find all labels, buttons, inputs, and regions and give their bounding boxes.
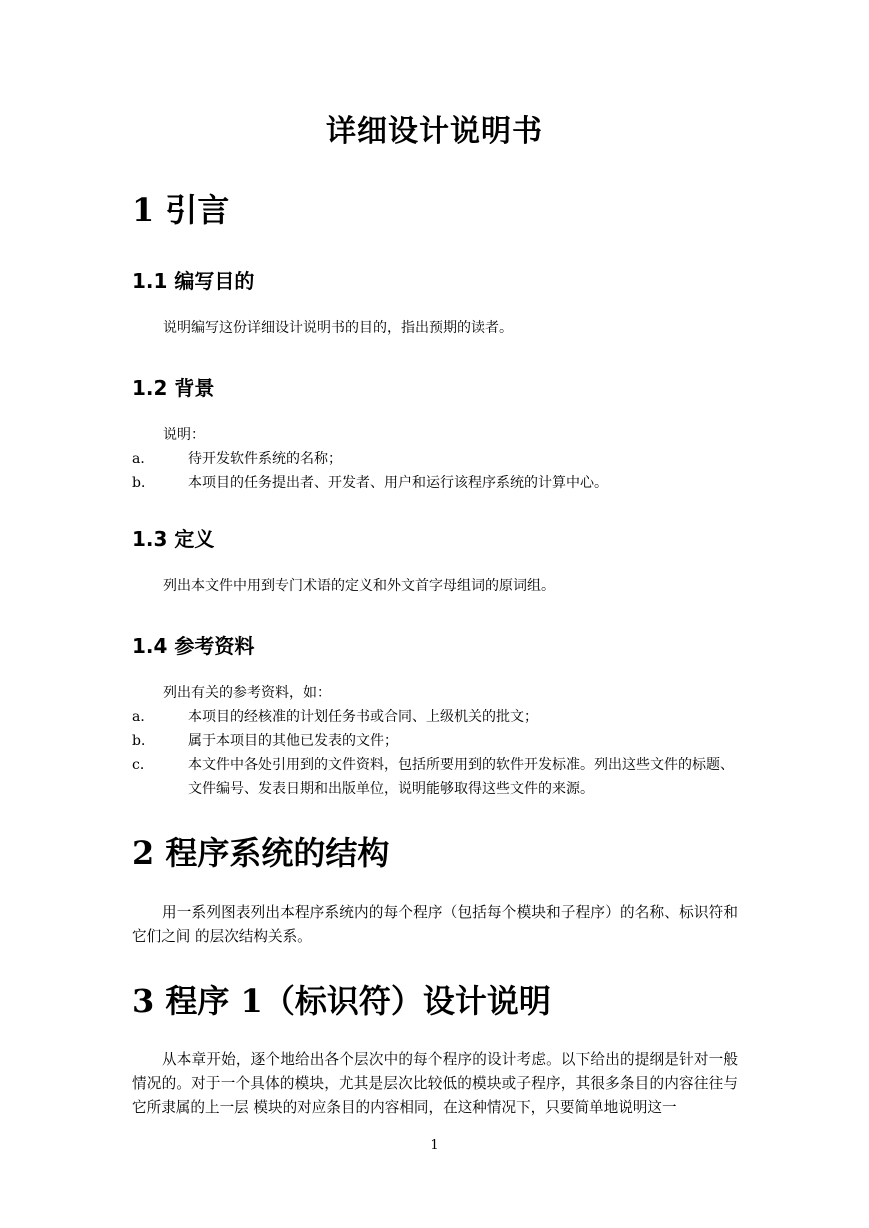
page-number: 1 [430,1138,439,1153]
list-item [132,705,738,729]
list-item [132,447,738,471]
section-1-2-heading: 1.2 背景 [132,376,215,400]
list-text: 本文件中各处引用到的文件资料，包括所要用到的软件开发标准。列出这些文件的标题、文件编号、发表日期和出版单位，说明能够取得这些文件的来源。 [188,757,734,797]
section-3-text: 从本章开始，逐个地给出各个层次中的每个程序的设计考虑。以下给出的提纲是针对一般情况的。对于一个具体的模块，尤其是层次比较低的模块或子程序，其很多条目的内容往往与它所隶属的上一层 模块的对应条目的内容相同，在这种情况下，只要简单地说明这一 [132,1051,738,1116]
section-1-1-heading: 1.1 编写目的 [132,269,255,293]
list-text: 本项目的经核准的计划任务书或合同、上级机关的批文； [188,709,538,725]
section-1-3-heading: 1.3 定义 [132,527,215,551]
section-1-heading: 1 引言 [132,191,230,229]
list-marker: b． [132,733,155,749]
list-item [132,753,738,801]
list-item [132,729,738,753]
list-text: 属于本项目的其他已发表的文件； [188,733,398,749]
section-1-2-intro: 说明： [163,427,205,443]
list-marker: c． [132,757,154,773]
section-2-heading: 2 程序系统的结构 [132,834,390,872]
section-1-1-text: 说明编写这份详细设计说明书的目的，指出预期的读者。 [163,320,513,336]
list-marker: a． [132,709,155,725]
list-text: 待开发软件系统的名称； [188,451,342,467]
document-title: 详细设计说明书 [326,114,543,149]
section-1-4-intro: 列出有关的参考资料，如： [163,685,331,701]
section-1-4-heading: 1.4 参考资料 [132,634,255,658]
list-text: 本项目的任务提出者、开发者、用户和运行该程序系统的计算中心。 [188,475,608,491]
list-item [132,471,738,495]
list-marker: b． [132,475,155,491]
section-2-text: 用一系列图表列出本程序系统内的每个程序（包括每个模块和子程序）的名称、标识符和它们之间 的层次结构关系。 [132,904,738,945]
section-1-3-text: 列出本文件中用到专门术语的定义和外文首字母组词的原词组。 [163,578,555,594]
section-3-heading: 3 程序 1（标识符）设计说明 [132,982,551,1020]
list-marker: a． [132,451,155,467]
